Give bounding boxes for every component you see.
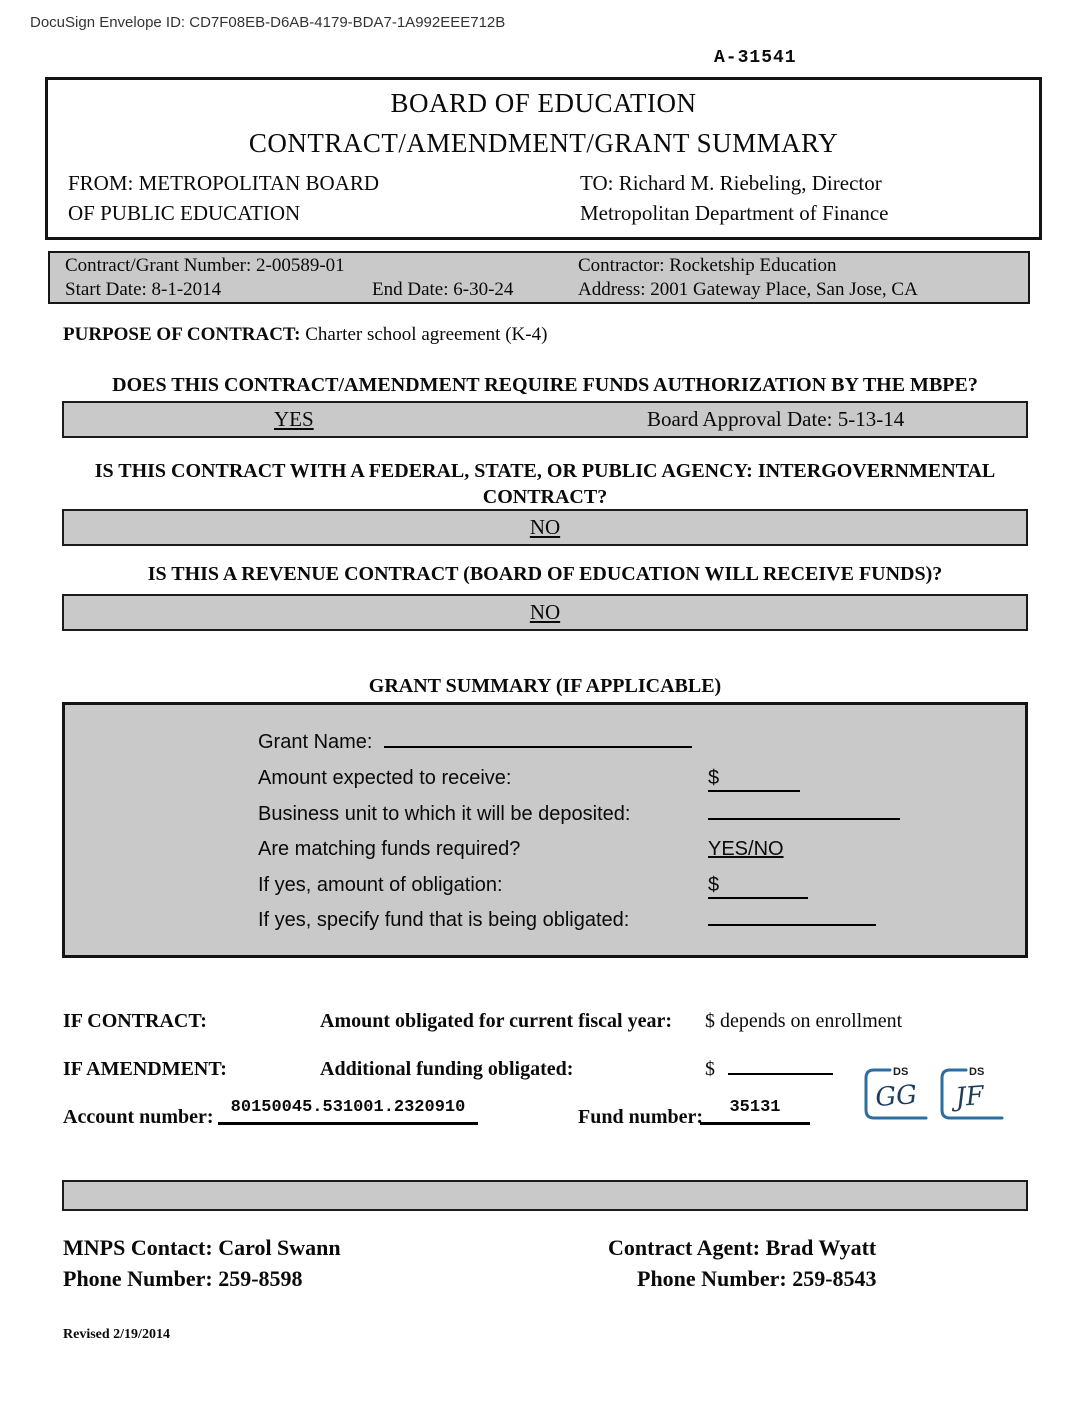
- question-funds-authorization: DOES THIS CONTRACT/AMENDMENT REQUIRE FUNDS AUTHORIZATION BY THE MBPE?: [112, 374, 978, 396]
- from-block: [68, 168, 379, 228]
- from-line2: OF PUBLIC EDUCATION: [68, 201, 301, 225]
- mnps-phone: Phone Number: 259-8598: [63, 1266, 303, 1291]
- amount-expected-blank-line: [708, 767, 800, 792]
- if-contract-value: $ depends on enrollment: [705, 1010, 903, 1032]
- amount-expected-value: [708, 767, 800, 792]
- docusign-initials-stamp-2: [936, 1062, 1008, 1128]
- intergovernmental-answer-bar: [62, 509, 1028, 546]
- grant-summary-box: [62, 702, 1028, 958]
- if-amendment-value: [705, 1058, 833, 1081]
- if-amendment-dollar: $: [705, 1058, 715, 1080]
- revenue-answer: NO: [529, 600, 561, 624]
- start-date: Start Date: 8-1-2014: [65, 279, 222, 300]
- funds-authorization-answer-bar: [62, 401, 1028, 438]
- business-unit-label: Business unit to which it will be deposited:: [258, 803, 631, 825]
- if-amendment-label: IF AMENDMENT:: [63, 1058, 227, 1080]
- fund-number-label: Fund number:: [578, 1106, 704, 1128]
- if-contract-desc: Amount obligated for current fiscal year:: [320, 1010, 672, 1032]
- revised-date: Revised 2/19/2014: [63, 1327, 170, 1342]
- matching-funds-label: Are matching funds required?: [258, 838, 521, 860]
- if-contract-row: [0, 1010, 1088, 1038]
- question-intergovernmental: [62, 458, 1028, 510]
- stamp-ds-label: DS: [969, 1066, 985, 1078]
- stamp-initials: GG: [874, 1080, 918, 1113]
- intergovernmental-answer: NO: [529, 515, 561, 539]
- document-number: A-31541: [714, 48, 797, 68]
- page-subtitle: CONTRACT/AMENDMENT/GRANT SUMMARY: [248, 128, 839, 158]
- to-line1: TO: Richard M. Riebeling, Director: [580, 171, 882, 195]
- obligated-fund-label: If yes, specify fund that is being obligated:: [258, 909, 630, 931]
- grant-summary-heading: GRANT SUMMARY (IF APPLICABLE): [368, 675, 722, 697]
- obligated-fund-blank-line: [708, 924, 876, 926]
- stamp-initials: JF: [954, 1081, 985, 1113]
- revenue-answer-bar: [62, 594, 1028, 631]
- account-number-label: Account number:: [63, 1106, 214, 1128]
- contractor: Contractor: Rocketship Education: [578, 255, 837, 276]
- grant-name-blank-line: [384, 746, 692, 748]
- to-line2: Metropolitan Department of Finance: [580, 201, 889, 225]
- from-line1: FROM: METROPOLITAN BOARD: [68, 171, 380, 195]
- to-block: [580, 168, 889, 228]
- obligated-fund-value: [708, 909, 876, 932]
- contract-info-box: [48, 251, 1030, 304]
- stamp-ds-label: DS: [893, 1066, 909, 1078]
- mnps-contact: MNPS Contact: Carol Swann: [63, 1235, 341, 1260]
- obligation-amount-label: If yes, amount of obligation:: [258, 874, 503, 896]
- purpose-line: [63, 324, 547, 346]
- amount-expected-label: Amount expected to receive:: [258, 767, 512, 789]
- contract-agent: Contract Agent: Brad Wyatt: [608, 1235, 877, 1260]
- question-intergovernmental-line1: IS THIS CONTRACT WITH A FEDERAL, STATE, OR PUBLIC AGENCY: INTERGOVERNMENTAL: [94, 460, 996, 482]
- obligation-amount-blank-line: [708, 874, 808, 899]
- purpose-value: Charter school agreement (K-4): [305, 324, 548, 345]
- funds-authorization-answer: YES: [274, 407, 314, 431]
- if-amendment-desc: Additional funding obligated:: [320, 1058, 574, 1080]
- end-date: End Date: 6-30-24: [372, 279, 514, 300]
- header-box: [45, 77, 1042, 240]
- business-unit-blank-line: [708, 818, 900, 820]
- purpose-label: PURPOSE OF CONTRACT:: [63, 324, 301, 345]
- question-revenue: IS THIS A REVENUE CONTRACT (BOARD OF EDUCATION WILL RECEIVE FUNDS)?: [147, 563, 943, 585]
- board-approval-date: Board Approval Date: 5-13-14: [647, 407, 905, 431]
- docusign-initials-stamp-1: [860, 1062, 932, 1128]
- matching-funds-value: YES/NO: [708, 838, 784, 860]
- docusign-envelope-id: DocuSign Envelope ID: CD7F08EB-D6AB-4179-BDA7-1A992EEE712B: [30, 14, 506, 31]
- fund-number-value: 35131: [700, 1098, 810, 1125]
- obligation-amount-dollar: $: [708, 874, 720, 896]
- if-amendment-blank-line: [728, 1073, 833, 1075]
- page-title: BOARD OF EDUCATION: [390, 88, 697, 118]
- contract-grant-number: Contract/Grant Number: 2-00589-01: [65, 255, 345, 276]
- empty-gray-bar: [62, 1180, 1028, 1211]
- business-unit-value: [708, 803, 900, 826]
- account-number-value: 80150045.531001.2320910: [218, 1098, 478, 1125]
- grant-name-label: Grant Name:: [258, 731, 373, 753]
- amount-expected-dollar: $: [708, 767, 720, 789]
- agent-phone: Phone Number: 259-8543: [637, 1266, 877, 1291]
- contractor-address: Address: 2001 Gateway Place, San Jose, CA: [578, 279, 918, 300]
- question-intergovernmental-line2: CONTRACT?: [482, 486, 608, 508]
- obligation-amount-value: [708, 874, 808, 899]
- grant-name-row: [258, 731, 692, 754]
- if-contract-label: IF CONTRACT:: [63, 1010, 207, 1032]
